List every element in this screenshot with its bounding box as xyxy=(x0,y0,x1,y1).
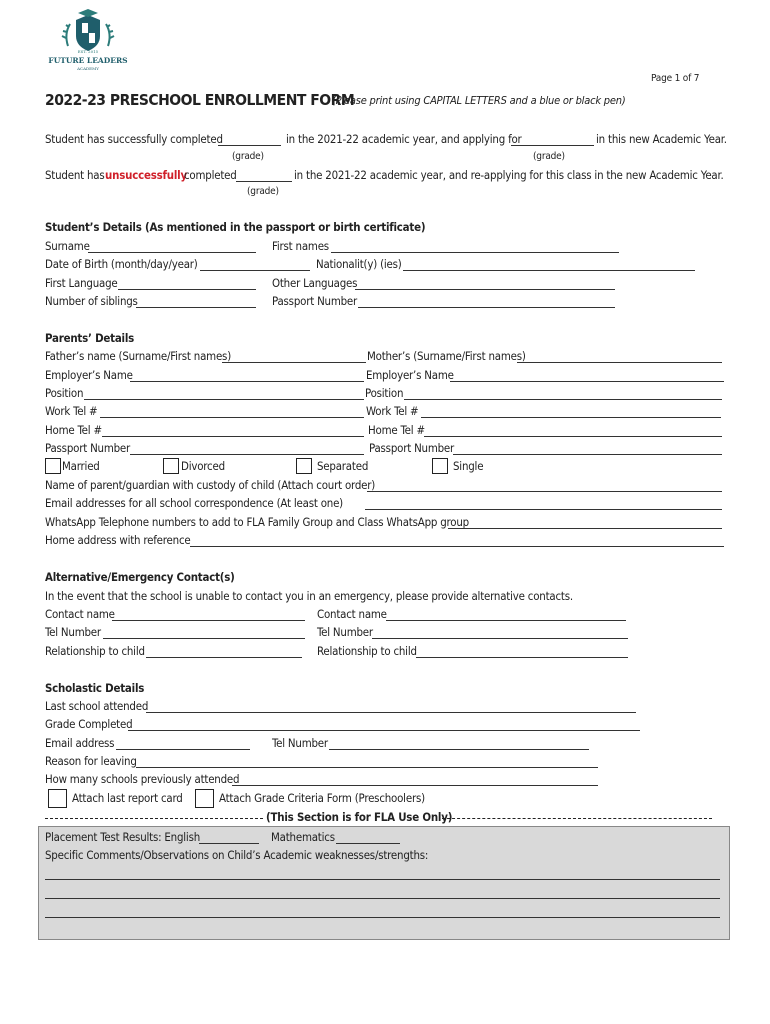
title-note: (Please print using CAPITAL LETTERS and a blue or black pen) xyxy=(332,94,626,107)
home-address-label: Home address with reference xyxy=(45,533,191,547)
contact2-tel-field[interactable] xyxy=(372,638,628,639)
separated-checkbox[interactable] xyxy=(296,458,312,474)
mother-home-tel-label: Home Tel # xyxy=(368,423,425,437)
comments-line-2[interactable] xyxy=(45,898,720,899)
dob-label: Date of Birth (month/day/year) xyxy=(45,257,198,271)
student-details-heading: Student’s Details (As mentioned in the passport or birth certificate) xyxy=(45,220,426,234)
logo-est: EST. 2015 xyxy=(77,49,99,54)
first-names-field[interactable] xyxy=(331,252,619,253)
attach-criteria-label: Attach Grade Criteria Form (Preschoolers) xyxy=(219,791,425,805)
last-school-field[interactable] xyxy=(146,712,636,713)
mother-work-tel-field[interactable] xyxy=(421,417,721,418)
mother-home-tel-field[interactable] xyxy=(424,436,722,437)
school-logo xyxy=(46,6,130,76)
mother-work-tel-label: Work Tel # xyxy=(366,404,419,418)
school-tel-label: Tel Number xyxy=(272,736,328,750)
emails-field[interactable] xyxy=(365,509,722,510)
grade-caption-2: (grade) xyxy=(533,151,565,162)
father-position-field[interactable] xyxy=(84,399,364,400)
single-label: Single xyxy=(453,459,484,473)
scholastic-heading: Scholastic Details xyxy=(45,681,145,695)
grade-completed-field[interactable] xyxy=(128,730,640,731)
father-name-label: Father’s name (Surname/First names) xyxy=(45,349,231,363)
comments-line-1[interactable] xyxy=(45,879,720,880)
grade-caption-1: (grade) xyxy=(232,151,264,162)
reason-leaving-field[interactable] xyxy=(136,767,598,768)
school-tel-field[interactable] xyxy=(329,749,589,750)
schools-attended-field[interactable] xyxy=(232,785,598,786)
mother-passport-label: Passport Number xyxy=(369,441,455,455)
father-employer-label: Employer’s Name xyxy=(45,368,133,382)
father-position-label: Position xyxy=(45,386,84,400)
student-passport-field[interactable] xyxy=(358,307,615,308)
father-home-tel-field[interactable] xyxy=(102,436,364,437)
attach-criteria-checkbox[interactable] xyxy=(195,789,214,808)
contact2-tel-label: Tel Number xyxy=(317,625,373,639)
comments-line-3[interactable] xyxy=(45,917,720,918)
single-checkbox[interactable] xyxy=(432,458,448,474)
married-label: Married xyxy=(62,459,100,473)
father-passport-field[interactable] xyxy=(130,454,364,455)
fla-divider-right xyxy=(442,818,712,819)
mother-employer-label: Employer’s Name xyxy=(366,368,454,382)
divorced-checkbox[interactable] xyxy=(163,458,179,474)
page-indicator: Page 1 of 7 xyxy=(651,73,700,84)
contact2-relationship-field[interactable] xyxy=(416,657,628,658)
intro-unsuccessfully: unsuccessfully xyxy=(105,168,187,182)
emergency-note: In the event that the school is unable to contact you in an emergency, please provide alternative contacts. xyxy=(45,589,573,603)
whatsapp-label: WhatsApp Telephone numbers to add to FLA Family Group and Class WhatsApp group xyxy=(45,515,469,529)
reason-leaving-label: Reason for leaving xyxy=(45,754,137,768)
logo-subtext: ACADEMY xyxy=(77,66,99,71)
first-language-label: First Language xyxy=(45,276,118,290)
contact1-tel-field[interactable] xyxy=(103,638,305,639)
intro-line2-d: in the 2021-22 academic year, and re-applying for this class in the new Academic Year. xyxy=(294,168,724,182)
attach-report-checkbox[interactable] xyxy=(48,789,67,808)
emergency-heading: Alternative/Emergency Contact(s) xyxy=(45,570,235,584)
nationality-label: Nationalit(y) (ies) xyxy=(316,257,402,271)
student-passport-label: Passport Number xyxy=(272,294,358,308)
intro-line2-c: completed xyxy=(184,168,237,182)
applying-grade-field[interactable] xyxy=(511,145,594,146)
whatsapp-field[interactable] xyxy=(448,528,722,529)
mother-name-label: Mother’s (Surname/First names) xyxy=(367,349,526,363)
father-home-tel-label: Home Tel # xyxy=(45,423,102,437)
parents-heading: Parents’ Details xyxy=(45,331,135,345)
custody-field[interactable] xyxy=(367,491,722,492)
father-passport-label: Passport Number xyxy=(45,441,131,455)
siblings-field[interactable] xyxy=(136,307,256,308)
mother-name-field[interactable] xyxy=(517,362,722,363)
other-languages-label: Other Languages xyxy=(272,276,358,290)
emails-label: Email addresses for all school correspondence (At least one) xyxy=(45,496,343,510)
home-address-field[interactable] xyxy=(190,546,724,547)
separated-label: Separated xyxy=(317,459,369,473)
mother-position-label: Position xyxy=(365,386,404,400)
placement-math-label: Mathematics xyxy=(271,830,335,844)
contact2-name-field[interactable] xyxy=(386,620,626,621)
comments-label: Specific Comments/Observations on Child’s Academic weaknesses/strengths: xyxy=(45,848,429,862)
intro-line2-a: Student has xyxy=(45,168,105,182)
mother-position-field[interactable] xyxy=(404,399,722,400)
page-title: 2022-23 PRESCHOOL ENROLLMENT FORM xyxy=(45,91,355,109)
placement-math-field[interactable] xyxy=(336,843,400,844)
contact1-relationship-field[interactable] xyxy=(146,657,302,658)
married-checkbox[interactable] xyxy=(45,458,61,474)
last-school-label: Last school attended xyxy=(45,699,149,713)
divorced-label: Divorced xyxy=(181,459,225,473)
placement-english-field[interactable] xyxy=(199,843,259,844)
first-language-field[interactable] xyxy=(118,289,256,290)
mother-employer-field[interactable] xyxy=(450,381,724,382)
school-email-label: Email address xyxy=(45,736,115,750)
school-email-field[interactable] xyxy=(116,749,250,750)
logo-name: FUTURE LEADERS xyxy=(48,56,128,65)
contact1-name-label: Contact name xyxy=(45,607,115,621)
contact1-relationship-label: Relationship to child xyxy=(45,644,145,658)
siblings-label: Number of siblings xyxy=(45,294,138,308)
contact2-relationship-label: Relationship to child xyxy=(317,644,417,658)
intro-line1-b: in the 2021-22 academic year, and applying for xyxy=(286,132,522,146)
father-work-tel-label: Work Tel # xyxy=(45,404,98,418)
surname-label: Surname xyxy=(45,239,90,253)
contact2-name-label: Contact name xyxy=(317,607,387,621)
contact1-tel-label: Tel Number xyxy=(45,625,101,639)
current-grade-field[interactable] xyxy=(218,145,281,146)
contact1-name-field[interactable] xyxy=(112,620,305,621)
attach-report-label: Attach last report card xyxy=(72,791,183,805)
placement-english-label: Placement Test Results: English xyxy=(45,830,201,844)
schools-attended-label: How many schools previously attended xyxy=(45,772,240,786)
custody-label: Name of parent/guardian with custody of child (Attach court order) xyxy=(45,478,376,492)
completed-grade-field[interactable] xyxy=(236,181,292,182)
mother-passport-field[interactable] xyxy=(453,454,722,455)
father-name-field[interactable] xyxy=(222,362,366,363)
other-languages-field[interactable] xyxy=(355,289,615,290)
intro-line1-c: in this new Academic Year. xyxy=(596,132,727,146)
fla-divider-left xyxy=(45,818,263,819)
surname-field[interactable] xyxy=(88,252,256,253)
father-work-tel-field[interactable] xyxy=(100,417,364,418)
first-names-label: First names xyxy=(272,239,329,253)
nationality-field[interactable] xyxy=(403,270,695,271)
intro-line1-a: Student has successfully completed xyxy=(45,132,223,146)
grade-completed-label: Grade Completed xyxy=(45,717,133,731)
dob-field[interactable] xyxy=(200,270,310,271)
grade-caption-3: (grade) xyxy=(247,186,279,197)
fla-section-label: (This Section is for FLA Use Only) xyxy=(266,810,453,824)
father-employer-field[interactable] xyxy=(130,381,364,382)
